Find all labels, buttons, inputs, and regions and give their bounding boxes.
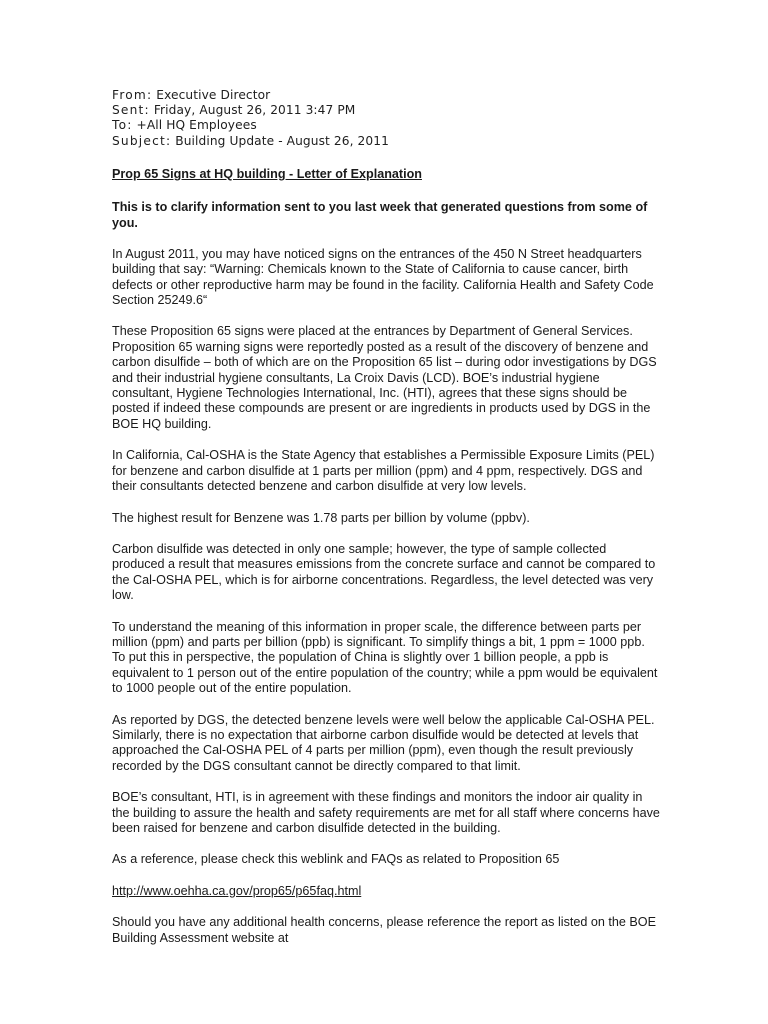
letter-page — [112, 88, 660, 946]
paragraph-scale: To understand the meaning of this information in proper scale, the difference between parts per million (ppm) and parts per billion (ppb) is significant. To simplify things a bit, 1 ppm = 1000 ppb. To put this in perspective, the population of China is slightly over 1 billion people, a ppb is equivalent to 1 person out of the entire population of the country; while a ppm would be equivalent to 1000 people out of the entire population. — [112, 619, 658, 696]
from-label: From: — [112, 88, 153, 102]
to-value: +All HQ Employees — [136, 118, 257, 133]
intro-paragraph: This is to clarify information sent to you last week that generated questions from some of you. — [112, 199, 648, 230]
prop65-faq-link[interactable]: http://www.oehha.ca.gov/prop65/p65faq.html — [112, 883, 362, 898]
paragraph-benzene: The highest result for Benzene was 1.78 parts per billion by volume (ppbv). — [112, 510, 530, 525]
to-row — [112, 118, 660, 133]
sent-row — [112, 103, 660, 118]
paragraph-carbon-disulfide: Carbon disulfide was detected in only one sample; however, the type of sample collected produced a result that measures emissions from the concrete surface and cannot be compared to the Cal-OSHA PEL, which is for airborne concentrations. Regardless, the level detected was very low. — [112, 541, 656, 603]
subject-value: Building Update - August 26, 2011 — [175, 133, 389, 148]
from-value: Executive Director — [156, 88, 271, 102]
paragraph-reported: As reported by DGS, the detected benzene levels were well below the applicable Cal-OSHA PEL. Similarly, there is no expectation that airborne carbon disulfide would be detected at levels that approached the Cal-OSHA PEL of 4 parts per million (ppm), even though the result previously recorded by the DGS consultant cannot be directly compared to that limit. — [112, 712, 655, 773]
subject-row — [112, 134, 660, 149]
sent-label: Sent: — [112, 103, 150, 118]
to-label: To: — [112, 118, 133, 133]
paragraph-reference: As a reference, please check this weblink and FAQs as related to Proposition 65 — [112, 852, 560, 867]
from-row — [112, 88, 660, 103]
paragraph-dgs: These Proposition 65 signs were placed at the entrances by Department of General Services. Proposition 65 warning signs were reportedly posted as a result of the discovery of benzene and carbon disulfide – both of which are on the Proposition 65 list – during odor investigations by DGS and their industrial hygiene consultants, La Croix Davis (LCD). BOE’s industrial hygiene consultant, Hygiene Technologies International, Inc. (HTI), agrees that these signs should be posted if indeed these compounds are present or are ingredients in products used by DGS in the BOE HQ building. — [112, 324, 657, 431]
paragraph-cal-osha: In California, Cal-OSHA is the State Agency that establishes a Permissible Exposure Limits (PEL) for benzene and carbon disulfide at 1 parts per million (ppm) and 4 ppm, respectively. DGS and their consultants detected benzene and carbon disulfide at very low levels. — [112, 448, 655, 494]
letter-title: Prop 65 Signs at HQ building - Letter of Explanation — [112, 166, 422, 181]
email-header — [112, 88, 660, 149]
paragraph-hti: BOE’s consultant, HTI, is in agreement with these findings and monitors the indoor air quality in the building to assure the health and safety requirements are met for all staff where concerns have been raised for benzene and carbon disulfide detected in the building. — [112, 790, 660, 835]
paragraph-signs: In August 2011, you may have noticed signs on the entrances of the 450 N Street headquarters building that say: “Warning: Chemicals known to the State of California to cause cancer, birth defects or other reproductive harm may be found in the facility. California Health and Safety Code Section 25249.6“ — [112, 246, 654, 308]
paragraph-closing: Should you have any additional health concerns, please reference the report as listed on the BOE Building Assessment website at — [112, 915, 656, 945]
subject-label: Subject: — [112, 133, 172, 148]
sent-value: Friday, August 26, 2011 3:47 PM — [153, 103, 356, 118]
